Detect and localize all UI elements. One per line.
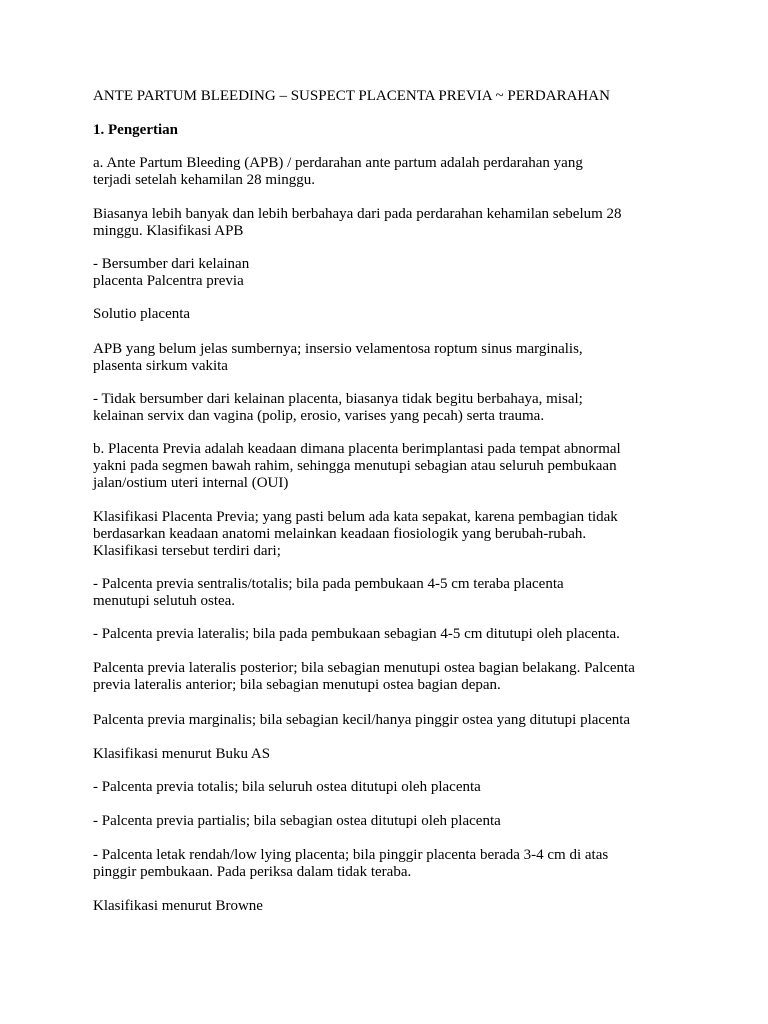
paragraph-biasanya: Biasanya lebih banyak dan lebih berbahaya dari pada perdarahan kehamilan sebelum 28 minggu. Klasifikasi APB xyxy=(93,206,622,239)
paragraph-solutio: Solutio placenta xyxy=(93,306,191,322)
document-title: ANTE PARTUM BLEEDING – SUSPECT PLACENTA PREVIA ~ PERDARAHAN xyxy=(93,88,610,104)
paragraph-bersumber: - Bersumber dari kelainan placenta Palcentra previa xyxy=(93,256,250,289)
paragraph-definition-apb: a. Ante Partum Bleeding (APB) / perdarahan ante partum adalah perdarahan yang terjadi setelah kehamilan 28 minggu. xyxy=(93,155,583,188)
paragraph-letak-rendah: - Palcenta letak rendah/low lying placenta; bila pinggir placenta berada 3-4 cm di atas pinggir pembukaan. Pada periksa dalam tidak teraba. xyxy=(93,847,609,880)
paragraph-tidak-bersumber: - Tidak bersumber dari kelainan placenta, biasanya tidak begitu berbahaya, misal; kelainan servix dan vagina (polip, erosio, varises yang pecah) serta trauma. xyxy=(93,391,583,424)
paragraph-buku-as: Klasifikasi menurut Buku AS xyxy=(93,746,271,762)
paragraph-partialis: - Palcenta previa partialis; bila sebagian ostea ditutupi oleh placenta xyxy=(93,813,501,829)
paragraph-marginalis: Palcenta previa marginalis; bila sebagian kecil/hanya pinggir ostea yang ditutupi placenta xyxy=(93,712,631,728)
paragraph-totalis: - Palcenta previa totalis; bila seluruh ostea ditutupi oleh placenta xyxy=(93,779,481,795)
paragraph-lateralis: - Palcenta previa lateralis; bila pada pembukaan sebagian 4-5 cm ditutupi oleh placenta. xyxy=(93,626,620,642)
paragraph-browne: Klasifikasi menurut Browne xyxy=(93,898,263,914)
paragraph-lateralis-posterior: Palcenta previa lateralis posterior; bila sebagian menutupi ostea bagian belakang. Palcenta previa lateralis anterior; bila sebagian menutupi ostea bagian depan. xyxy=(93,660,635,693)
section-heading-pengertian: 1. Pengertian xyxy=(93,122,178,138)
paragraph-apb-belum-jelas: APB yang belum jelas sumbernya; insersio velamentosa roptum sinus marginalis, plasenta sirkum vakita xyxy=(93,341,583,374)
paragraph-sentralis: - Palcenta previa sentralis/totalis; bila pada pembukaan 4-5 cm teraba placenta menutupi selutuh ostea. xyxy=(93,576,564,609)
paragraph-klasifikasi-placenta-previa: Klasifikasi Placenta Previa; yang pasti belum ada kata sepakat, karena pembagian tidak berdasarkan keadaan anatomi melainkan keadaan fiosiologik yang berubah-rubah. Klasifikasi tersebut terdiri dari; xyxy=(93,509,618,559)
paragraph-placenta-previa-definition: b. Placenta Previa adalah keadaan dimana placenta berimplantasi pada tempat abnormal yakni pada segmen bawah rahim, sehingga menutupi sebagian atau seluruh pembukaan jalan/ostium uteri internal (OUI) xyxy=(93,441,621,491)
